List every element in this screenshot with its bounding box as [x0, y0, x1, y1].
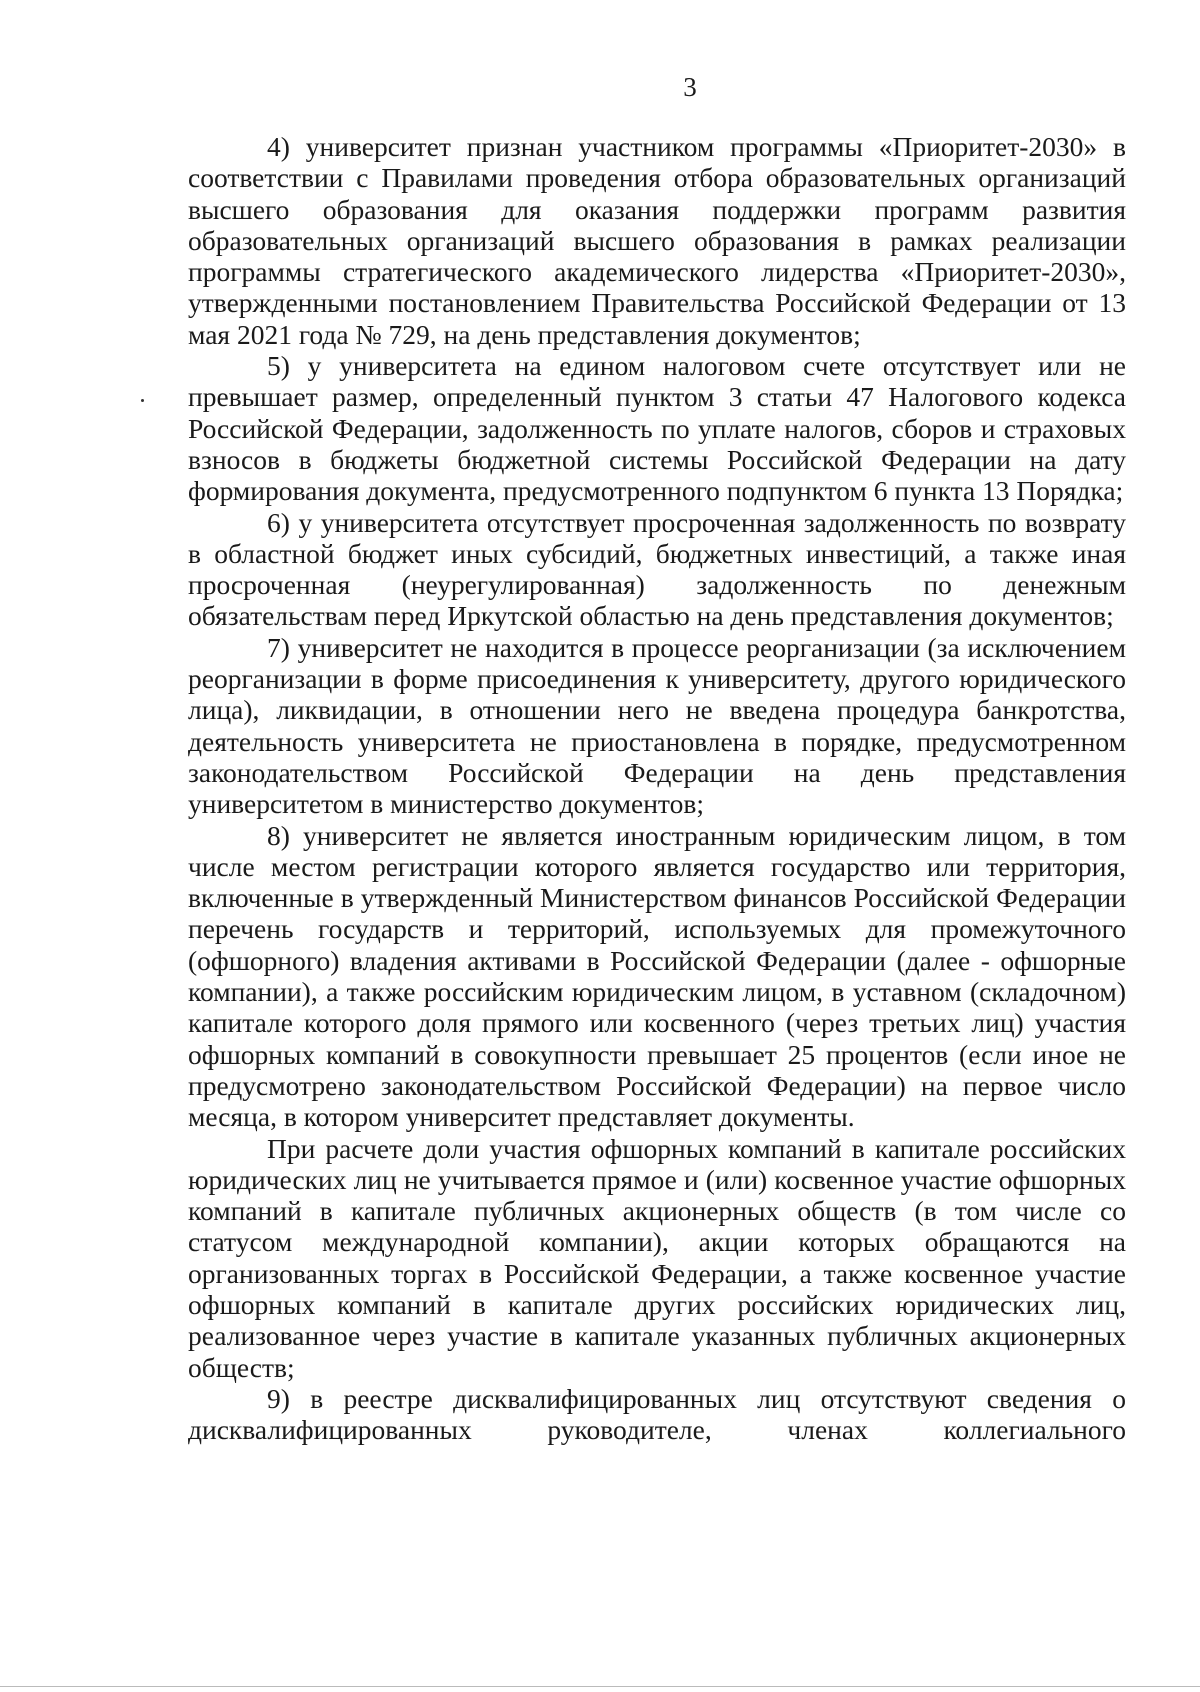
document-body [188, 131, 1126, 1445]
page-number: 3 [683, 72, 697, 102]
paragraph-item-4: 4) университет признан участником программы «Приоритет-2030» в соответствии с Правилами проведения отбора образовательных организаций высшего образования для оказания поддержки программ развития образовательных организаций высшего образования в рамках реализации программы стратегического академического лидерства «Приоритет-2030», утвержденными постановлением Правительства Российской Федерации от 13 мая 2021 года № 729, на день представления документов; [188, 131, 1126, 350]
paragraph-item-7: 7) университет не находится в процессе реорганизации (за исключением реорганизации в форме присоединения к университету, другого юридического лица), ликвидации, в отношении него не введена процедура банкротства, деятельность университета не приостановлена в порядке, предусмотренном законодательством Российской Федерации на день представления университетом в министерство документов; [188, 631, 1126, 820]
scan-speck [141, 399, 144, 402]
paragraph-offshore-calculation: При расчете доли участия офшорных компаний в капитале российских юридических лиц не учитывается прямое и (или) косвенное участие офшорных компаний в капитале публичных акционерных обществ (в том числе со статусом международной компании), акции которых обращаются на организованных торгах в Российской Федерации, а также косвенное участие офшорных компаний в капитале других российских юридических лиц, реализованное через участие в капитале указанных публичных акционерных обществ; [188, 1132, 1126, 1383]
paragraph-item-6: 6) у университета отсутствует просроченная задолженность по возврату в областной бюджет иных субсидий, бюджетных инвестиций, а также иная просроченная (неурегулированная) задолженность по денежным обязательствам перед Иркутской областью на день представления документов; [188, 506, 1126, 632]
paragraph-item-8: 8) университет не является иностранным юридическим лицом, в том числе местом регистрации которого является государство или территория, включенные в утвержденный Министерством финансов Российской Федерации перечень государств и территорий, используемых для промежуточного (офшорного) владения активами в Российской Федерации (далее - офшорные компании), а также российским юридическим лицом, в уставном (складочном) капитале которого доля прямого или косвенного (через третьих лиц) участия офшорных компаний в совокупности превышает 25 процентов (если иное не предусмотрено законодательством Российской Федерации) на первое число месяца, в котором университет представляет документы. [188, 819, 1126, 1133]
paragraph-item-9: 9) в реестре дисквалифицированных лиц отсутствуют сведения о дисквалифицированных руководителе, членах коллегиального [188, 1382, 1126, 1446]
scan-bottom-edge [0, 1686, 1200, 1687]
paragraph-item-5: 5) у университета на едином налоговом счете отсутствует или не превышает размер, определенный пунктом 3 статьи 47 Налогового кодекса Российской Федерации, задолженность по уплате налогов, сборов и страховых взносов в бюджеты бюджетной системы Российской Федерации на дату формирования документа, предусмотренного подпунктом 6 пункта 13 Порядка; [188, 350, 1126, 507]
